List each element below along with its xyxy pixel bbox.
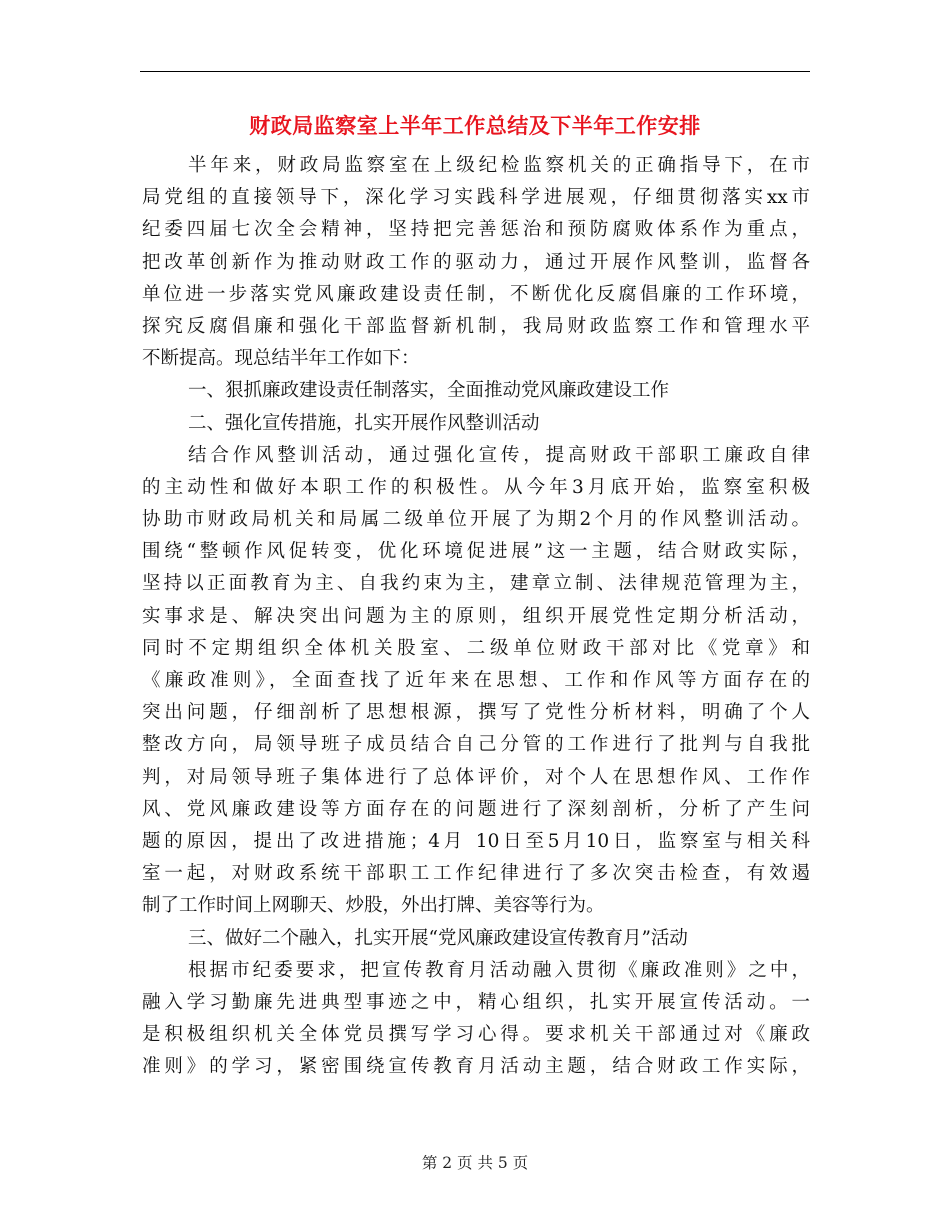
text-line: 突出问题，仔细剖析了思想根源，撰写了党性分析材料，明确了个人 [142,702,810,724]
text-line: 结合作风整训活动，通过强化宣传，提高财政干部职工廉政自律 [188,444,810,466]
document-title: 财政局监察室上半年工作总结及下半年工作安排 [249,113,701,138]
text-line: 半年来，财政局监察室在上级纪检监察机关的正确指导下，在市 [188,155,810,176]
text-line: 室一起，对财政系统干部职工工作纪律进行了多次突击检查，有效遏 [142,863,810,885]
text-line: 二、强化宣传措施，扎实开展作风整训活动 [188,412,540,434]
text-line: 根据市纪委要求，把宣传教育月活动融入贯彻《廉政准则》之中， [188,959,810,981]
text-line: 坚持以正面教育为主、自我约束为主，建章立制、法律规范管理为主， [142,573,810,595]
text-line: 准则》的学习，紧密围绕宣传教育月活动主题，结合财政工作实际， [142,1056,810,1078]
text-line: 探究反腐倡廉和强化干部监督新机制，我局财政监察工作和管理水平 [142,315,810,337]
text-line: 《廉政准则》，全面查找了近年来在思想、工作和作风等方面存在的 [142,670,810,691]
text-line: 协助市财政局机关和局属二级单位开展了为期2个月的作风整训活动。 [142,509,810,531]
text-line: 局党组的直接领导下，深化学习实践科学进展观，仔细贯彻落实xx市 [142,187,810,209]
text-line: 融入学习勤廉先进典型事迹之中，精心组织，扎实开展宣传活动。一 [142,991,810,1013]
text-line: 同时不定期组织全体机关股室、二级单位财政干部对比《党章》和 [142,637,810,659]
text-line: 围绕“整顿作风促转变，优化环境促进展”这一主题，结合财政实际， [142,541,810,563]
text-line: 风、党风廉政建设等方面存在的问题进行了深刻剖析，分析了产生问 [142,798,810,820]
header-rule [140,71,810,72]
text-line: 三、做好二个融入，扎实开展“党风廉政建设宣传教育月”活动 [188,927,688,949]
text-line: 整改方向，局领导班子成员结合自己分管的工作进行了批判与自我批 [142,734,810,756]
text-line: 制了工作时间上网聊天、炒股，外出打牌、美容等行为。 [142,895,605,917]
text-line: 不断提高。现总结半年工作如下： [142,348,420,370]
text-line: 题的原因，提出了改进措施；4月 10日至5月10日，监察室与相关科 [142,830,810,852]
text-line: 纪委四届七次全会精神，坚持把完善惩治和预防腐败体系作为重点， [142,219,810,241]
text-line: 实事求是、解决突出问题为主的原则，组织开展党性定期分析活动， [142,605,810,627]
text-line: 单位进一步落实党风廉政建设责任制，不断优化反腐倡廉的工作环境， [142,283,810,305]
text-line: 判，对局领导班子集体进行了总体评价，对个人在思想作风、工作作 [142,766,810,788]
text-line: 的主动性和做好本职工作的积极性。从今年3月底开始，监察室积极 [142,476,810,498]
text-line: 是积极组织机关全体党员撰写学习心得。要求机关干部通过对《廉政 [142,1024,810,1046]
text-line: 一、狠抓廉政建设责任制落实，全面推动党风廉政建设工作 [188,380,670,402]
page-number: 第 2 页 共 5 页 [421,1154,529,1172]
document-body [142,150,810,1083]
text-line: 把改革创新作为推动财政工作的驱动力，通过开展作风整训，监督各 [142,251,810,273]
